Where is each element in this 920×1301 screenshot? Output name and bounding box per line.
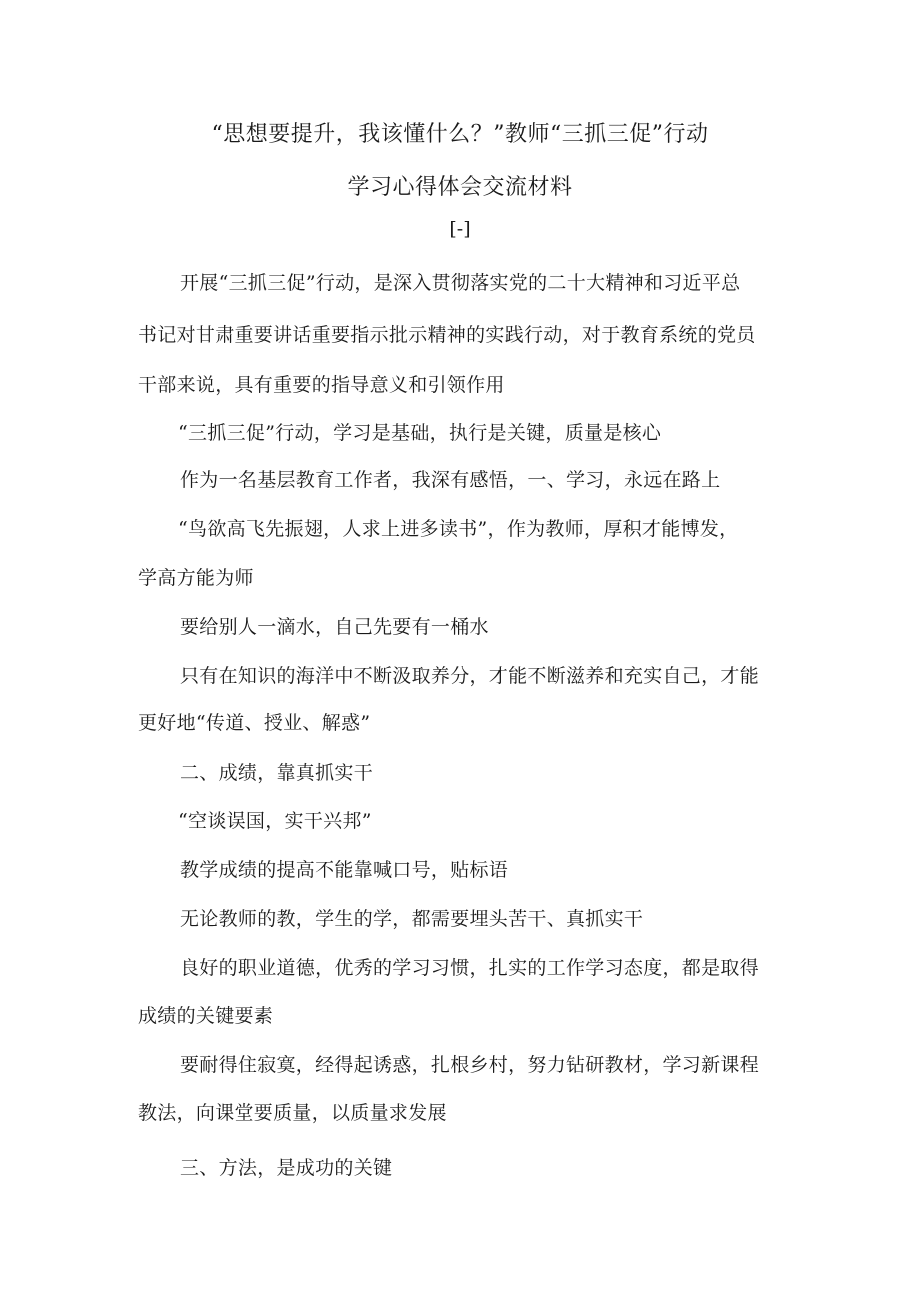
section-marker: [-]	[449, 218, 471, 240]
paragraph-line: “空谈误国，实干兴邦”	[178, 810, 372, 832]
paragraph-line: 良好的职业道德，优秀的学习习惯，扎实的工作学习态度，都是取得	[180, 957, 760, 979]
paragraph-line: 成绩的关键要素	[138, 1005, 274, 1027]
section-heading: 二、成绩，靠真抓实干	[180, 762, 374, 784]
paragraph-line: 要耐得住寂寞，经得起诱惑，扎根乡村，努力钻研教材，学习新课程	[180, 1054, 760, 1076]
paragraph-line: 更好地“传道、授业、解惑”	[138, 712, 371, 734]
document-title-line-2: 学习心得体会交流材料	[347, 175, 573, 200]
paragraph-line: 要给别人一滴水，自己先要有一桶水	[180, 616, 489, 638]
paragraph-line: “鸟欲高飞先振翅，人求上进多读书”，作为教师，厚积才能博发，	[178, 518, 739, 540]
paragraph-line: “三抓三促”行动，学习是基础，执行是关键，质量是核心	[178, 422, 662, 444]
paragraph-line: 书记对甘肃重要讲话重要指示批示精神的实践行动，对于教育系统的党员	[138, 324, 756, 346]
paragraph-line: 学高方能为师	[138, 567, 254, 589]
section-heading: 三、方法，是成功的关键	[180, 1157, 393, 1179]
paragraph-line: 教法，向课堂要质量，以质量求发展	[138, 1102, 447, 1124]
paragraph-line: 教学成绩的提高不能靠喊口号，贴标语	[180, 859, 509, 881]
paragraph-line: 开展“三抓三促”行动，是深入贯彻落实党的二十大精神和习近平总	[180, 272, 741, 294]
paragraph-line: 干部来说，具有重要的指导意义和引领作用	[138, 374, 505, 396]
paragraph-line: 作为一名基层教育工作者，我深有感悟，一、学习，永远在路上	[180, 469, 721, 491]
paragraph-line: 无论教师的教，学生的学，都需要埋头苦干、真抓实干	[180, 908, 644, 930]
document-title-line-1: “思想要提升，我该懂什么？”教师“三抓三促”行动	[211, 122, 709, 147]
paragraph-line: 只有在知识的海洋中不断汲取养分，才能不断滋养和充实自己，才能	[180, 665, 760, 687]
